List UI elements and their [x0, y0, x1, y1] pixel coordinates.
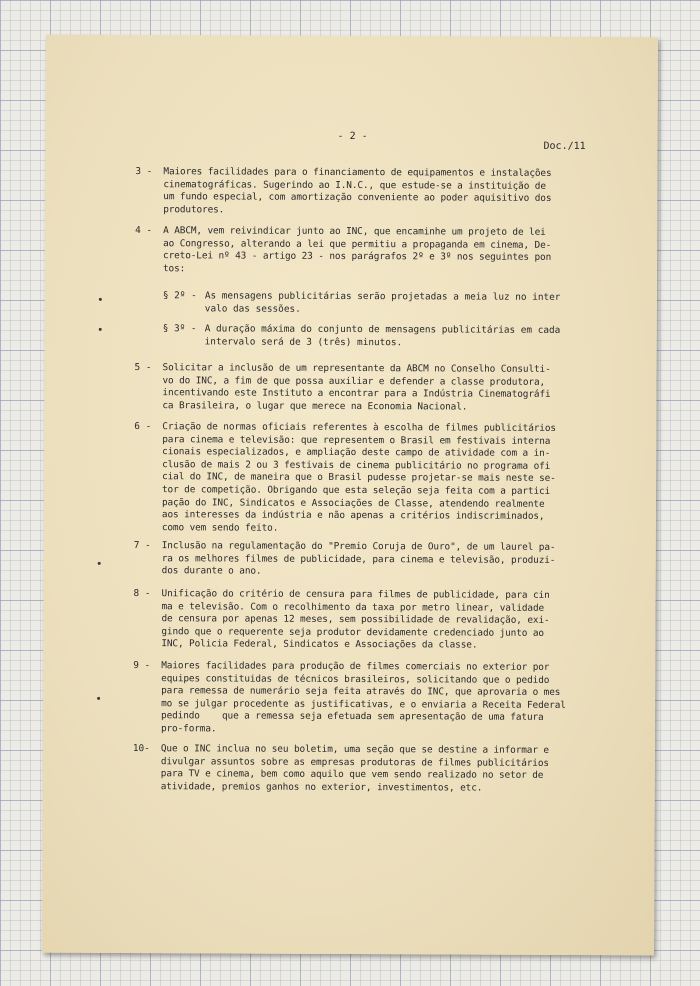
paragraph-3-line: A duração máxima do conjunto de mensagens publicitárias em cada: [204, 323, 561, 336]
item-number: 9 -: [133, 660, 151, 672]
item-line: A ABCM, vem reivindicar junto ao INC, que encaminhe um projeto de lei: [163, 225, 546, 238]
document-page: [42, 35, 658, 956]
item-line: como vem sendo feito.: [161, 521, 279, 534]
doc-reference: Doc./11: [543, 140, 586, 153]
item-line: Maiores facilidades para produção de filmes comerciais no exterior por: [161, 660, 550, 673]
paragraph-2-line: As mensagens publicitárias serão projetadas a meia luz no inter: [204, 290, 561, 303]
item-line: mo se julgar procedente as justificativas, e o enviaria a Receita Federal: [161, 697, 566, 711]
item-line: aos interesses da indústria e não apenas a critérios indiscriminados,: [161, 509, 545, 523]
item-line: cionais especializados, e ampliação deste campo de atividade com a in-: [162, 446, 551, 460]
item-line: Unificação do critério de censura para filmes de publicidade, para cin: [161, 588, 550, 601]
item-number: 4 -: [135, 225, 153, 237]
list-item-8: [133, 588, 594, 651]
item-number: 8 -: [133, 588, 151, 600]
item-number: 5 -: [134, 362, 152, 374]
margin-mark: [99, 298, 102, 301]
item-line: pedindo que a remessa seja efetuada sem apresentação de uma fatura: [161, 710, 544, 724]
item-line: para TV e cinema, bem como aquilo que vem sendo realizado no setor de: [160, 768, 544, 782]
item-line: equipes constituidas de técnicos brasileiros, solicitando que o pedido: [161, 672, 550, 686]
list-item-3: [135, 166, 595, 216]
list-item-10: [132, 743, 593, 794]
item-line: Inclusão na regulamentação do "Premio Coruja de Ouro", de um laurel pa-: [161, 540, 556, 553]
item-line: pro-forma.: [160, 723, 217, 735]
item-line: divulgar assuntos sobre as empresas produtoras de filmes publicitários: [160, 755, 549, 769]
item-line: ra os melhores filmes de publicidade, para cinema e televisão, produzi-: [161, 552, 556, 566]
item-line: creto-Lei nº 43 - artigo 23 - nos parágrafos 2º e 3º nos seguintes pon: [163, 250, 552, 264]
list-item-5: [134, 362, 595, 413]
item-line: pação do INC, Sindicatos e Associações de Classe, atendendo realmente: [161, 496, 545, 510]
paragraph-2-line: valo das sessões.: [204, 302, 301, 315]
item-number: 6 -: [134, 421, 152, 433]
margin-mark: [99, 328, 102, 331]
item-line: tos:: [162, 262, 186, 275]
item-line: clusão de mais 2 ou 3 festivais de cinema publicitário no programa ofi: [162, 458, 551, 472]
item-line: dos durante o ano.: [161, 565, 262, 577]
item-line: um fundo especial, com amortização conveniente ao poder aquisitivo dos: [163, 191, 552, 205]
item-line: atividade, premios ganhos no exterior, investimentos, etc.: [160, 780, 483, 794]
item-number: 7 -: [133, 540, 151, 552]
item-line: para remessa de numerário seja feita através do INC, que aprovaria o mes: [161, 685, 561, 699]
item-line: para cinema e televisão: que representem o Brasil em festivais interna: [162, 433, 551, 447]
item-line: cial do INC, de maneira que o Brasil pudesse projetar-se mais neste se-: [162, 471, 556, 485]
margin-mark: [98, 562, 101, 565]
margin-mark: [97, 697, 100, 700]
list-item-7: [133, 540, 594, 577]
item-line: cinematográficas. Sugerindo ao I.N.C., que estude-se a instituição de: [163, 178, 546, 192]
list-item-6: [134, 421, 594, 534]
paragraph-3-label: § 3º -: [162, 323, 197, 335]
item-line: Que o INC inclua no seu boletim, uma seção que se destine a informar e: [160, 743, 550, 756]
item-line: produtores.: [163, 203, 225, 216]
page-number: - 2 -: [337, 130, 368, 143]
paragraph-3-line: intervalo será de 3 (três) minutos.: [204, 335, 403, 348]
item-line: ca Brasileira, o lugar que merece na Economia Nacional.: [162, 399, 468, 413]
item-line: INC, Policia Federal, Sindicatos e Associações da classe.: [161, 638, 478, 651]
list-item-4: [135, 225, 595, 275]
item-line: Criação de normas oficiais referentes à escolha de filmes publicitários: [162, 421, 556, 434]
item-line: Solicitar a inclusão de um representante da ABCM no Conselho Consulti-: [162, 362, 551, 375]
item-line: ma e televisão. Com o recolhimento da taxa por metro linear, validade: [161, 600, 545, 614]
item-line: tor de competição. Obrigando que esta seleção seja feita com a partici: [161, 484, 551, 497]
item-number: 3 -: [135, 166, 153, 178]
item-line: Maiores facilidades para o financiamento de equipamentos e instalações: [163, 166, 552, 179]
item-line: ao Congresso, alterando a lei que permitiu a propaganda em cinema, De-: [163, 237, 552, 251]
paragraph-2-label: § 2º -: [162, 290, 197, 302]
item-line: vo do INC, a fim de que possa auxiliar e defender a classe produtora,: [162, 374, 546, 388]
item-number: 10-: [132, 743, 150, 755]
item-line: de censura por apenas 12 meses, sem possibilidade de revalidação, exi-: [161, 613, 550, 627]
item-line: incentivando este Instituto a encontrar para a Indústria Cinematográfi: [162, 387, 551, 401]
list-item-9: [133, 660, 593, 735]
item-line: gindo que o requerente seja produtor devidamente credenciado junto ao: [161, 625, 544, 639]
